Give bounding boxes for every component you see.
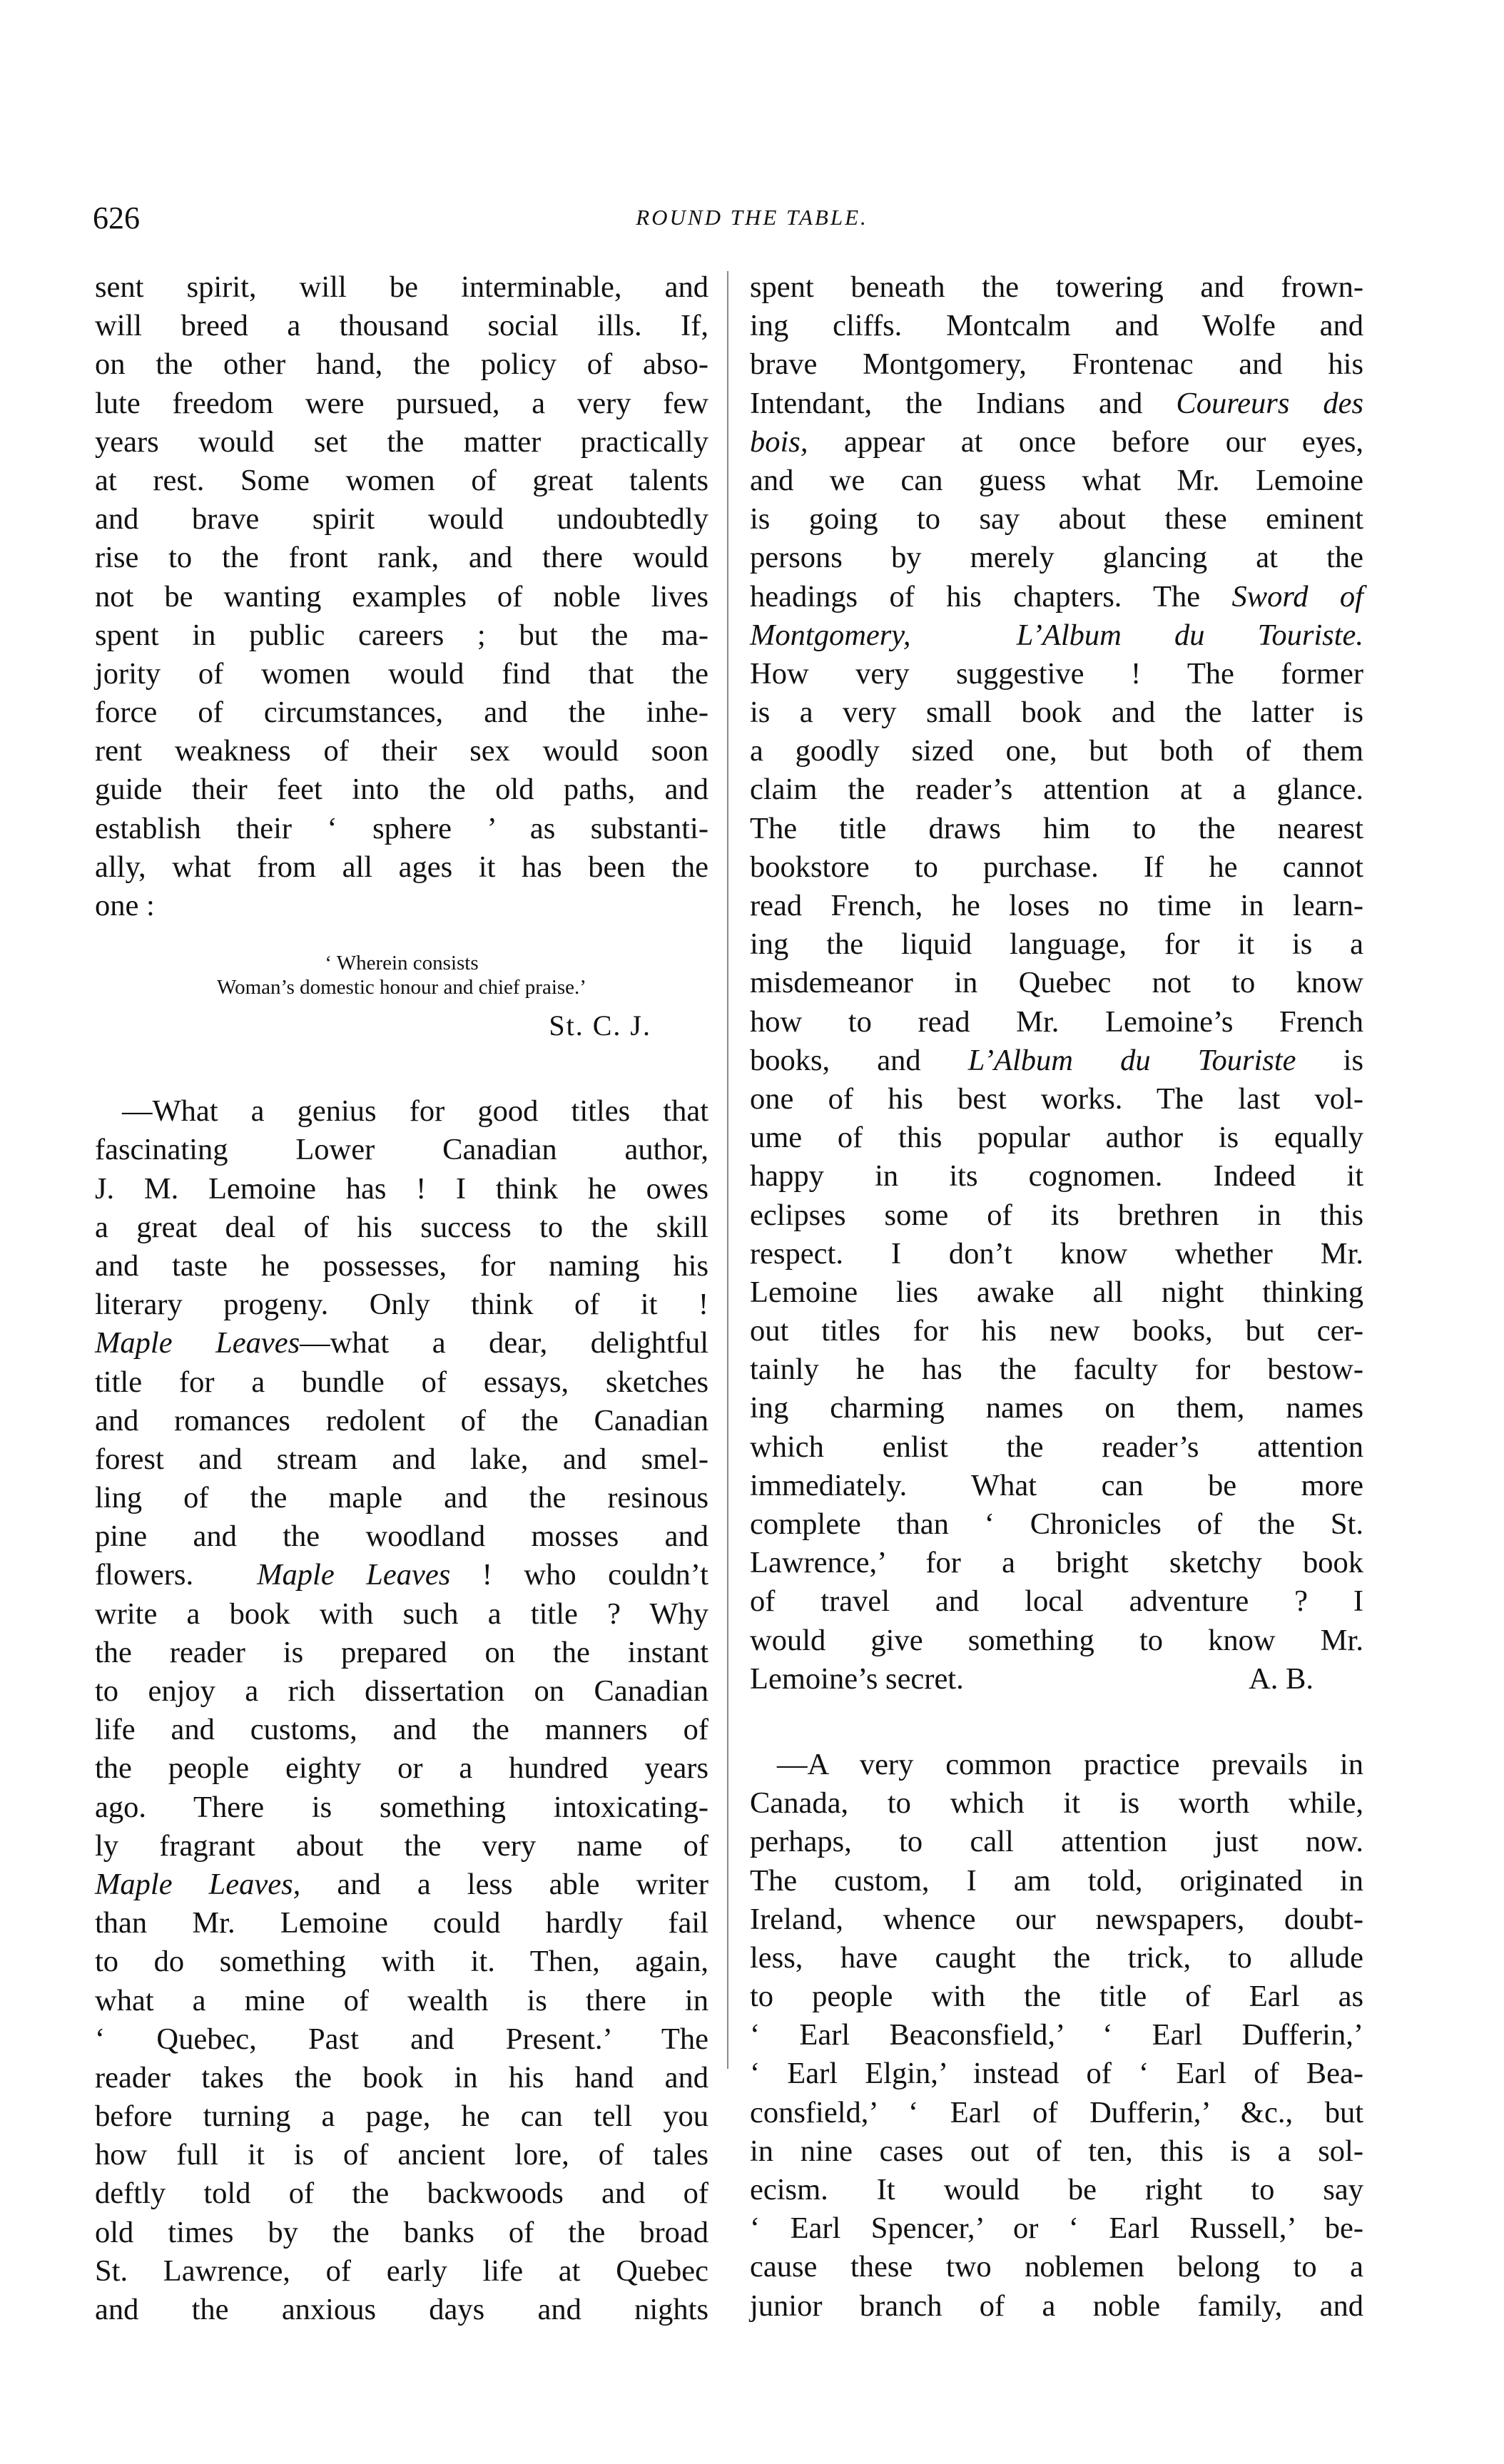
text-line: The custom, I am told, originated in [750, 1863, 1363, 1898]
text-line: in nine cases out of ten, this is a sol- [750, 2134, 1363, 2168]
paragraph-earl-titles [750, 1746, 1363, 2326]
text-line: persons by merely glancing at the [750, 541, 1363, 575]
text-line: deftly told of the backwoods and of [95, 2177, 708, 2211]
text-line: ing the liquid language, for it is a [750, 927, 1363, 962]
text-line: ‘ Quebec, Past and Present.’ The [95, 2022, 708, 2056]
text-line: how to read Mr. Lemoine’s French [750, 1004, 1363, 1039]
text-line: rise to the front rank, and there would [95, 541, 708, 575]
text-span: appear at once before our eyes, [808, 424, 1363, 459]
text-span: ! who couldn’t [450, 1558, 708, 1592]
paragraph-lemoine-continued [750, 268, 1363, 1699]
text-line: junior branch of a noble family, and [750, 2289, 1363, 2323]
text-line: spent beneath the towering and frown- [750, 270, 1363, 304]
text-line [750, 385, 1363, 423]
book-title: Maple Leaves [95, 1326, 300, 1360]
text-span: Intendant, the Indians and [750, 386, 1177, 420]
text-span: is [1296, 1043, 1364, 1077]
text-line: the reader is prepared on the instant [95, 1635, 708, 1669]
text-line: is going to say about these eminent [750, 502, 1363, 536]
text-line: the people eighty or a hundred years [95, 1751, 708, 1786]
left-column [95, 268, 708, 2329]
text-line: lute freedom were pursued, a very few [95, 386, 708, 420]
text-line: before turning a page, he can tell you [95, 2099, 708, 2134]
text-line [95, 1556, 708, 1594]
text-line: years would set the matter practically [95, 424, 708, 459]
book-title: Sword of [1231, 579, 1363, 614]
text-line: would give something to know Mr. [750, 1623, 1363, 1657]
text-line: of travel and local adventure ? I [750, 1584, 1363, 1619]
text-line: out titles for his new books, but cer- [750, 1314, 1363, 1348]
signature-stcj: St. C. J. [549, 1009, 651, 1042]
italic-term: bois, [750, 424, 808, 459]
text-line: one : [95, 889, 155, 922]
text-line [95, 1324, 708, 1363]
text-line: to do something with it. Then, again, [95, 1945, 708, 1979]
paragraph-sphere [95, 268, 708, 925]
text-line: a great deal of his success to the skill [95, 1210, 708, 1244]
italic-term: Coureurs des [1176, 386, 1363, 420]
text-line: misdemeanor in Quebec not to know [750, 966, 1363, 1000]
text-line: less, have caught the trick, to allude [750, 1940, 1363, 1975]
text-line: fascinating Lower Canadian author, [95, 1133, 708, 1167]
text-line: ling of the maple and the resinous [95, 1481, 708, 1515]
text-line: happy in its cognomen. Indeed it [750, 1159, 1363, 1193]
text-line: cause these two noblemen belong to a [750, 2250, 1363, 2284]
text-line: and the anxious days and nights [95, 2293, 708, 2326]
text-line: reader takes the book in his hand and [95, 2060, 708, 2094]
text-line: title for a bundle of essays, sketches [95, 1365, 708, 1399]
text-line: complete than ‘ Chronicles of the St. [750, 1507, 1363, 1541]
text-line: Ireland, whence our newspapers, doubt- [750, 1902, 1363, 1936]
text-line: one of his best works. The last vol- [750, 1081, 1363, 1116]
text-line: spent in public careers ; but the ma- [95, 618, 708, 652]
text-line: —What a genius for good titles that [122, 1094, 708, 1129]
text-line: to people with the title of Earl as [750, 1980, 1363, 2014]
text-line: J. M. Lemoine has ! I think he owes [95, 1171, 708, 1206]
text-line: ly fragrant about the very name of [95, 1828, 708, 1863]
text-line [750, 1042, 1363, 1080]
text-line [750, 1660, 1363, 1699]
text-line: and taste he possesses, for naming his [95, 1248, 708, 1283]
text-line: bookstore to purchase. If he cannot [750, 850, 1363, 884]
text-line: read French, he loses no time in learn- [750, 889, 1363, 922]
text-line: ing charming names on them, names [750, 1391, 1363, 1425]
text-line: on the other hand, the policy of abso- [95, 347, 708, 382]
text-span: headings of his chapters. The [750, 579, 1232, 614]
text-line: what a mine of wealth is there in [95, 1983, 708, 2017]
text-span: and a less able writer [300, 1867, 708, 1901]
text-line: ‘ Earl Spencer,’ or ‘ Earl Russell,’ be- [750, 2211, 1363, 2246]
text-span: flowers. [95, 1558, 194, 1592]
text-line: a goodly sized one, but both of them [750, 734, 1363, 768]
book-title: Maple Leaves, [95, 1867, 301, 1901]
text-line: consfield,’ ‘ Earl of Dufferin,’ &c., but [750, 2095, 1363, 2129]
text-line: not be wanting examples of noble lives [95, 579, 708, 614]
text-line: respect. I don’t know whether Mr. [750, 1236, 1363, 1271]
text-line: and brave spirit would undoubtedly [95, 502, 708, 536]
text-line: ume of this popular author is equally [750, 1121, 1363, 1155]
text-line: The title draws him to the nearest [750, 811, 1363, 845]
text-line: ‘ Earl Beaconsfield,’ ‘ Earl Dufferin,’ [750, 2018, 1363, 2052]
signature-ab: A. B. [1249, 1661, 1314, 1696]
text-line: which enlist the reader’s attention [750, 1430, 1363, 1464]
text-line: ing cliffs. Montcalm and Wolfe and [750, 309, 1363, 343]
text-span: Lemoine’s secret. [750, 1661, 964, 1696]
text-line [750, 616, 1363, 655]
text-span: books, and [750, 1043, 968, 1077]
text-line: claim the reader’s attention at a glance. [750, 773, 1363, 807]
quote-line: Woman’s domestic honour and chief praise.’ [217, 976, 586, 999]
text-line: ally, what from all ages it has been the [95, 850, 708, 884]
text-line: write a book with such a title ? Why [95, 1597, 708, 1631]
text-line: immediately. What can be more [750, 1468, 1363, 1502]
text-line: Canada, to which it is worth while, [750, 1786, 1363, 1821]
text-line: to enjoy a rich dissertation on Canadian [95, 1674, 708, 1708]
running-head: ROUND THE TABLE. [636, 205, 868, 230]
text-line: at rest. Some women of great talents [95, 463, 708, 497]
text-line: old times by the banks of the broad [95, 2215, 708, 2249]
text-line: forest and stream and lake, and smel- [95, 1442, 708, 1476]
text-line [95, 1865, 708, 1904]
quote-line: ‘ Wherein consists [325, 952, 479, 975]
text-line: brave Montgomery, Frontenac and his [750, 347, 1363, 382]
text-line: and romances redolent of the Canadian [95, 1403, 708, 1437]
text-line: guide their feet into the old paths, and [95, 773, 708, 807]
text-line: will breed a thousand social ills. If, [95, 309, 708, 343]
text-line: pine and the woodland mosses and [95, 1519, 708, 1554]
text-line: ago. There is something intoxicating- [95, 1790, 708, 1824]
text-line: perhaps, to call attention just now. [750, 1825, 1363, 1859]
text-line: Lemoine lies awake all night thinking [750, 1275, 1363, 1309]
page-number: 626 [93, 200, 140, 235]
text-line: is a very small book and the latter is [750, 696, 1363, 730]
text-line: How very suggestive ! The former [750, 656, 1363, 691]
text-line: how full it is of ancient lore, of tales [95, 2138, 708, 2172]
text-line: rent weakness of their sex would soon [95, 734, 708, 768]
text-line: life and customs, and the manners of [95, 1713, 708, 1747]
book-title: Montgomery, [750, 618, 911, 652]
text-line: jority of women would find that the [95, 656, 708, 691]
text-line [750, 578, 1363, 616]
text-line: Lawrence,’ for a bright sketchy book [750, 1546, 1363, 1580]
text-line: St. Lawrence, of early life at Quebec [95, 2254, 708, 2288]
text-line: eclipses some of its brethren in this [750, 1198, 1363, 1232]
text-line: than Mr. Lemoine could hardly fail [95, 1906, 708, 1940]
right-column [750, 268, 1363, 2326]
text-line: establish their ‘ sphere ’ as substanti- [95, 811, 708, 845]
text-line: force of circumstances, and the inhe- [95, 696, 708, 730]
text-line: sent spirit, will be interminable, and [95, 270, 708, 304]
column-divider [727, 271, 728, 2069]
book-title: L’Album du Touriste [967, 1043, 1296, 1077]
text-line: and we can guess what Mr. Lemoine [750, 463, 1363, 497]
book-title: Maple Leaves [257, 1558, 451, 1592]
text-line [750, 423, 1363, 462]
text-span: —what a dear, delightful [300, 1326, 708, 1360]
text-line: tainly he has the faculty for bestow- [750, 1353, 1363, 1387]
block-quote [95, 951, 708, 999]
book-title: L’Album du Touriste. [1016, 618, 1364, 652]
text-line: ‘ Earl Elgin,’ instead of ‘ Earl of Bea- [750, 2057, 1363, 2091]
text-line: ecism. It would be right to say [750, 2173, 1363, 2206]
paragraph-lemoine-titles [95, 1092, 708, 2329]
text-line: literary progeny. Only think of it ! [95, 1288, 708, 1322]
text-line: —A very common practice prevails in [777, 1747, 1363, 1781]
